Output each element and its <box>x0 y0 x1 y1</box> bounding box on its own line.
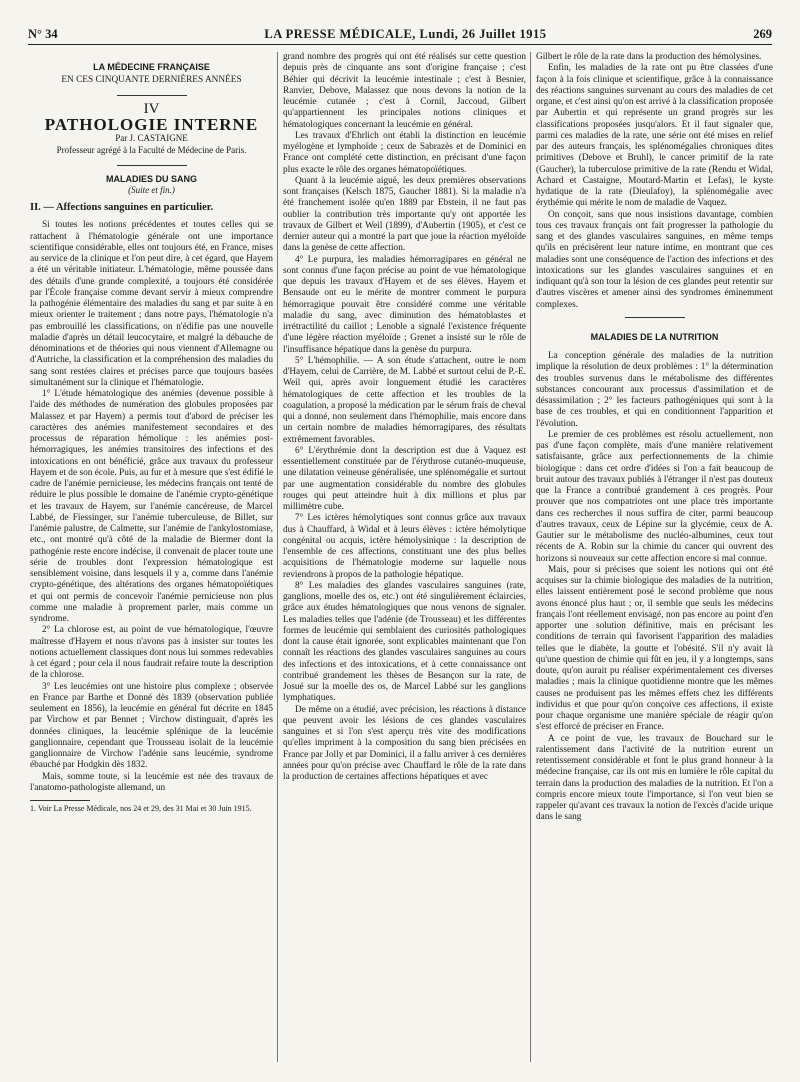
section-title: MALADIES DU SANG <box>105 173 197 184</box>
header-rule <box>28 44 772 45</box>
paragraph: Mais, pour si précises que soient les notions qui ont été acquises sur la chimie biologique des maladies de la nutrition, elles laissent entièrement posé le second problème que nous avons énoncé plus haut ; or, il semble que seuls les médecins français l'ont réellement envisagé, non pas encore au point d'en apporter une solution définitive, mais en précisant les conditions de terrain qui favorisent l'apparition des maladies telles que le diabète, la goutte et l'obésité. S'il n'y avait là qu'une question de chimie qui fût en jeu, il y a longtemps, sans doute, qu'on aurait pu réaliser expérimentalement ces diverses maladies ; mais la clinique quotidienne montre que les mêmes causes ne produisent pas les mêmes effets chez les différents individus et que pour qu'on conçoive ces affections, il existe pour chaque organisme une manière spéciale de réagir qu'on s'est efforcé de préciser en France. <box>536 564 773 733</box>
section-title: MALADIES DE LA NUTRITION <box>590 331 719 342</box>
series-subtitle: EN CES CINQUANTE DERNIÈRES ANNÉES <box>61 75 242 86</box>
paragraph: On conçoit, sans que nous insistions davantage, combien tous ces travaux français ont fait progresser la pathologie du sang et des glandes vasculaires sanguines, en même temps qu'ils en précisèrent leur nature intime, en montrant que ces maladies sont une conséquence de l'action des infections et des intoxications sur les glandes vasculaires sanguines et en indiquant qu'à son tour la lésion de ces glandes peut retentir sur d'autres viscères et amener ainsi des syndromes éminemment complexes. <box>536 209 773 310</box>
paragraph: De même on a étudié, avec précision, les réactions à distance que peuvent avoir les lésions de ces glandes vasculaires sanguines et si l'on s'est aperçu très vite des modifications qu'elles impriment à la composition du sang bien précisées en France par Jolly et par Dominici, il a fallu arriver à ces dernières années pour qu'on précise avec Chauffard le rôle de la rate dans la production de certaines affections hépatiques et avec <box>283 704 526 782</box>
subsection-heading: II. — Affections sanguines en particulier. <box>30 202 214 213</box>
journal-title: LA PRESSE MÉDICALE, Lundi, 26 Juillet 1915 <box>264 26 547 41</box>
paragraph: Gilbert le rôle de la rate dans la production des hémolysines. <box>536 52 762 62</box>
paragraph: 4° Le purpura, les maladies hémorragipares en général ne sont connus d'une façon précise au point de vue hématologique que depuis les travaux d'Hayem et de ses élèves. Hayem et Bensaude ont eu le mérite de montrer comment le purpura hémorragique pouvait être considéré comme une véritable maladie du sang, avec diminution des hématoblastes et irrétractilité du caillot ; Lenoble a signalé l'existence fréquente d'une légère réaction myéloïde ; Grenet a insisté sur le rôle de l'insuffisance hépatique dans la genèse du purpura. <box>283 254 526 355</box>
column-3 <box>536 52 773 1074</box>
page-number: 269 <box>753 26 772 41</box>
paragraph: Enfin, les maladies de la rate ont pu être classées d'une façon à la fois clinique et scientifique, grâce à la connaissance des réactions sanguines survenant au cours des maladies de cet organe, et c'est ainsi qu'on est arrivé à la classification proposée par Aubertin et qui représente un grand progrès sur les classifications proposées jusqu'alors. Et il faut signaler que, parmi ces maladies de la rate, une série ont été mises en relief par des auteurs français, les splénomégalies chroniques dites primitives (Debove et Bruhl), le cancer primitif de la rate (Gaucher), la tuberculose primitive de la rate (Rendu et Widal, Achard et Castaigne, Moutard-Martin et Lefas), le kyste hydatique de la rate (Dieulafoy), la splénomégalie avec érythémie qui mérite le nom de maladie de Vaquez. <box>536 63 773 209</box>
page-header <box>28 26 772 42</box>
paragraph: Mais, somme toute, si la leucémie est née des travaux de l'anatomo-pathologiste allemand, un <box>30 771 273 793</box>
paragraph: Quant à la leucémie aiguë, les deux premières observations sont françaises (Kelsch 1875, Gaucher 1881). Si la maladie n'a été franchement isolée qu'en 1889 par Ebstein, il ne faut pas oublier la contribution très importante qu'y ont apportée les travaux de Gilbert et Weil (1899), d'Aubertin (1905), et c'est ce dernier auteur qui a montré la part que joue la réaction myéloïde dans la genèse de cette affection. <box>283 175 526 254</box>
paragraph: Si toutes les notions précédentes et toutes celles qui se rattachent à l'hématologie générale ont une importance scientifique considérable, elles ont toujours été, en France, mises au service de la clinique et l'on peut dire, à cet égard, que Hayem a été un véritable initiateur. L'hématologie, même poussée dans des détails d'une grande complexité, a toujours été considérée par l'École française comme devant servir à mieux comprendre la pathogénie élémentaire des maladies du sang et par suite à en mieux orienter le traitement ; dans notre pays, l'hématologie n'a pas embrouillé les classifications, on n'édifie pas une nouvelle maladie d'après un détail leucocytaire, et malgré la débauche de dénominations et de théories qui nous viennent d'Allemagne ou d'Autriche, la classification et la compréhension des maladies du sang sont restées claires et précises parce que toujours basées simultanément sur la clinique et l'hématologie. <box>30 220 273 388</box>
column-divider <box>530 52 531 1062</box>
paragraph: 1° L'étude hématologique des anémies (devenue possible à l'aide des méthodes de numération des globules proposées par Malassez et par Hayem) a permis tout d'abord de préciser les caractères des anémies manifestement secondaires et des processus de réparation hémolique : les anémies post-hémorragiques, les anémies transitoires des infections et des intoxications en ont bénéficié, grâce aux travaux du professeur Hayem et de son école. Puis, au fur et à mesure que s'est édifié le cadre de l'anémie pernicieuse, les médecins français ont tenté de réduire le plus possible le domaine de l'anémie crypto-génétique et les travaux de Hayem, sur l'anémie cancéreuse, de Marcel Labbé, de Fiessinger, sur l'anémie tuberculeuse, de Billet, sur l'anémie palustre, de Calmette, sur l'anémie de l'ankylostomiase, etc., ont montré qu'à côté de la maladie de Biermer dont la pathogénie reste encore indécise, il convenait de placer toute une série de troubles dont l'expression hématologique est sensiblement voisine, dans lesquels il y a, comme dans l'anémie crypto-génétique, des altérations des organes hématopoïétiques et qui ont permis de concevoir l'anémie pernicieuse non plus comme une maladie à proprement parler, mais comme un syndrome. <box>30 389 273 624</box>
column-divider <box>277 52 278 1062</box>
footnote-rule <box>30 800 90 801</box>
column-2 <box>283 52 526 1074</box>
paragraph: 8° Les maladies des glandes vasculaires sanguines (rate, ganglions, moelle des os, etc.) ont été singulièrement éclaircies, grâce aux études hématologiques que nous venons de signaler. Les maladies telles que l'adénie (de Trousseau) et les différentes formes de leucémie qui semblaient des curiosités pathologiques dont la cause était ignorée, sont explicables maintenant que l'on connaît les réactions des glandes vasculaires sanguines au cours des infections et des intoxications, et à cette connaissance ont contribué grandement les thèses de Besançon sur la rate, de Josué sur la moelle des os, de Marcel Labbé sur les ganglions lymphatiques. <box>283 580 526 704</box>
series-title: LA MÉDECINE FRANÇAISE <box>93 62 210 72</box>
paragraph: 6° L'érythrémie dont la description est due à Vaquez est essentiellement constituée par de l'érythrose cutanéo-muqueuse, une dilatation veineuse généralisée, une splénomégalie et surtout par une augmentation considérable du nombre des globules rouges qui peut atteindre huit à dix millions et plus par millimètre cube. <box>283 445 526 512</box>
issue-number: N° 34 <box>28 26 58 41</box>
section-subtitle: (Suite et fin.) <box>128 184 175 195</box>
paragraph: Les travaux d'Ehrlich ont établi la distinction en leucémie myélogène et lymphoïde ; ceux de Sabrazès et de Dominici en France ont complété cette distinction, en précisant d'une façon plus exacte le rôle des organes hématopoïétiques. <box>283 130 526 175</box>
article-number: IV <box>143 100 160 117</box>
paragraph: 5° L'hémophilie. — A son étude s'attachent, outre le nom d'Hayem, celui de Carrière, de M. Labbé et surtout celui de P.-E. Weil qui, après avoir longuement étudié les caractères hématologiques de cette affection et les troubles de la coagulation, a proposé la médication par le sérum frais de cheval qui a donné, non seulement dans l'hémophilie, mais encore dans un certain nombre de maladies hémorragipares, des résultats extrêmement favorables. <box>283 355 526 445</box>
divider <box>117 165 187 166</box>
divider <box>117 95 187 96</box>
paragraph: 7° Les ictères hémolytiques sont connus grâce aux travaux dus à Chauffard, à Widal et à leurs élèves : ictère hémolytique congénital ou acquis, ictère hémolysinique : la description de l'ensemble de ces affections, constituant une des plus belles acquisitions de l'hématologie moderne sur laquelle nous reviendrons à propos de la pathologie hépatique. <box>283 513 526 580</box>
paragraph: grand nombre des progrès qui ont été réalisés sur cette question depuis près de cinquante ans sont d'origine française ; c'est Béhier qui décrivit la leucémie intestinale ; c'est à Besnier, Ranvier, Debove, Malassez que nous devons la notion de la leucémie cutanée ; c'est à Cornil, Jaccoud, Gilbert qu'appartiennent les principales notions cliniques et hématologiques concernant la leucémie en général. <box>283 52 526 130</box>
paragraph: 2° La chlorose est, au point de vue hématologique, l'œuvre maîtresse d'Hayem et nous n'avons pas à insister sur toutes les notions actuellement classiques dont nous lui sommes redevables à cet égard ; pour cela il nous faudrait refaire toute la description de la chlorose. <box>30 625 273 681</box>
divider <box>625 317 685 318</box>
paragraph: A ce point de vue, les travaux de Bouchard sur le ralentissement dans l'activité de la nutrition eurent un retentissement considérable et font le plus grand honneur à la médecine française, car ils ont mis en lumière le rôle capital du terrain dans la production des maladies de la nutrition. Et l'on a compris encore mieux toute l'importance, si l'on veut bien se rappeler qu'avant ces travaux la notion de l'excès d'acide urique dans le sang <box>536 733 773 823</box>
footnote: 1. Voir La Presse Médicale, nos 24 et 29, des 31 Mai et 30 Juin 1915. <box>30 804 252 813</box>
paragraph: La conception générale des maladies de la nutrition implique la résolution de deux problèmes : 1° la détermination des troubles survenus dans le métabolisme des différentes substances concourant aux processus d'assimilation et de désassimilation ; 2° les facteurs pathogéniques qui sont à la base de ces troubles, et qui en conditionnent l'apparition et l'évolution. <box>536 351 773 429</box>
author: Par J. CASTAIGNE <box>115 133 188 143</box>
paragraph: 3° Les leucémies ont une histoire plus complexe ; observée en France par Barthe et Donné dès 1839 (observation publiée seulement en 1856), la leucémie en général fut décrite en 1845 par Virchow et par Bennet ; Virchow distinguait, d'après les données cliniques, la leucémie splénique de la leucémie ganglionnaire, cependant que Trousseau isolait de la leucémie ganglionnaire de Virchow l'adénie sans leucémie, syndrome ébauché par Hodgkin dès 1832. <box>30 681 273 771</box>
author-position: Professeur agrégé à la Faculté de Médecine de Paris. <box>56 145 247 156</box>
article-title: PATHOLOGIE INTERNE <box>44 114 259 134</box>
column-1 <box>30 52 273 1074</box>
paragraph: Le premier de ces problèmes est résolu actuellement, non pas d'une façon complète, mais d'une manière relativement satisfaisante, grâce aux perfectionnements de la chimie biologique : dans cet ordre d'idées si l'on a fait beaucoup de bruit autour des travaux publiés à l'étranger il n'est pas douteux que la France a contribué grandement à ces progrès. Pour prouver que nos compatriotes ont une place très importante dans ces recherches il nous suffira de citer, parmi beaucoup d'autres travaux, ceux de Lépine sur la glycémie, ceux de A. Gautier sur le métabolisme des nucléo-albumines, ceux tout récents de A. Robin sur la chimie du cancer qui ouvrent des horizons si nouveaux sur cette affection encore si mal connue. <box>536 429 773 564</box>
